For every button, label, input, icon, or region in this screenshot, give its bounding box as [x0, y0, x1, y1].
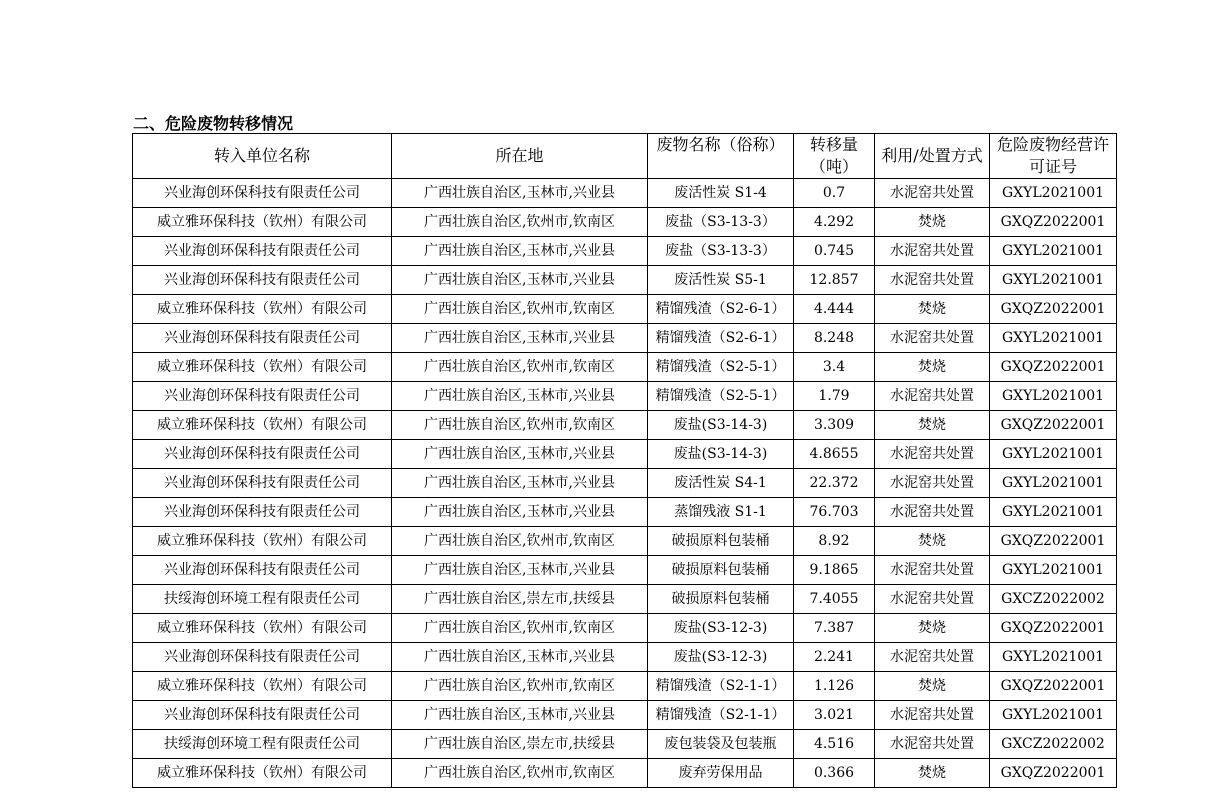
waste-transfer-table: [132, 133, 1117, 788]
quantity-cell: 1.79: [794, 382, 875, 411]
receiver-cell: 兴业海创环保科技有限责任公司: [133, 382, 392, 411]
table-row: [133, 237, 1117, 266]
license-number-cell: GXYL2021001: [990, 382, 1117, 411]
receiver-cell: 兴业海创环保科技有限责任公司: [133, 469, 392, 498]
location-cell: 广西壮族自治区,玉林市,兴业县: [392, 440, 648, 469]
receiver-cell: 威立雅环保科技（钦州）有限公司: [133, 527, 392, 556]
waste-name-cell: 精馏残渣（S2-1-1）: [648, 701, 794, 730]
waste-name-cell: 精馏残渣（S2-5-1）: [648, 353, 794, 382]
location-cell: 广西壮族自治区,钦州市,钦南区: [392, 353, 648, 382]
waste-name-cell: 破损原料包装桶: [648, 527, 794, 556]
quantity-cell: 7.387: [794, 614, 875, 643]
disposal-method-cell: 焚烧: [875, 353, 990, 382]
table-row: [133, 295, 1117, 324]
location-cell: 广西壮族自治区,钦州市,钦南区: [392, 295, 648, 324]
receiver-cell: 兴业海创环保科技有限责任公司: [133, 498, 392, 527]
location-cell: 广西壮族自治区,钦州市,钦南区: [392, 614, 648, 643]
receiver-cell: 兴业海创环保科技有限责任公司: [133, 643, 392, 672]
quantity-cell: 3.4: [794, 353, 875, 382]
receiver-cell: 威立雅环保科技（钦州）有限公司: [133, 353, 392, 382]
receiver-cell: 威立雅环保科技（钦州）有限公司: [133, 411, 392, 440]
location-cell: 广西壮族自治区,崇左市,扶绥县: [392, 730, 648, 759]
disposal-method-cell: 水泥窑共处置: [875, 382, 990, 411]
table-row: [133, 643, 1117, 672]
waste-name-cell: 精馏残渣（S2-6-1）: [648, 324, 794, 353]
receiver-cell: 威立雅环保科技（钦州）有限公司: [133, 208, 392, 237]
quantity-cell: 0.7: [794, 179, 875, 208]
table-row: [133, 759, 1117, 788]
quantity-cell: 8.92: [794, 527, 875, 556]
location-cell: 广西壮族自治区,崇左市,扶绥县: [392, 585, 648, 614]
location-cell: 广西壮族自治区,玉林市,兴业县: [392, 266, 648, 295]
table-header-row: [133, 134, 1117, 179]
table-row: [133, 672, 1117, 701]
receiver-cell: 兴业海创环保科技有限责任公司: [133, 701, 392, 730]
header-location: 所在地: [392, 134, 648, 179]
receiver-cell: 扶绥海创环境工程有限责任公司: [133, 730, 392, 759]
quantity-cell: 76.703: [794, 498, 875, 527]
license-number-cell: GXCZ2022002: [990, 730, 1117, 759]
license-number-cell: GXYL2021001: [990, 324, 1117, 353]
quantity-cell: 8.248: [794, 324, 875, 353]
receiver-cell: 兴业海创环保科技有限责任公司: [133, 556, 392, 585]
disposal-method-cell: 水泥窑共处置: [875, 440, 990, 469]
receiver-cell: 威立雅环保科技（钦州）有限公司: [133, 614, 392, 643]
receiver-cell: 兴业海创环保科技有限责任公司: [133, 440, 392, 469]
table-body: [133, 179, 1117, 788]
table-row: [133, 353, 1117, 382]
header-quantity: 转移量（吨）: [794, 134, 875, 179]
quantity-cell: 2.241: [794, 643, 875, 672]
receiver-cell: 兴业海创环保科技有限责任公司: [133, 179, 392, 208]
license-number-cell: GXQZ2022001: [990, 411, 1117, 440]
license-number-cell: GXCZ2022002: [990, 585, 1117, 614]
disposal-method-cell: 水泥窑共处置: [875, 266, 990, 295]
license-number-cell: GXYL2021001: [990, 266, 1117, 295]
waste-name-cell: 废活性炭 S4-1: [648, 469, 794, 498]
quantity-cell: 7.4055: [794, 585, 875, 614]
disposal-method-cell: 水泥窑共处置: [875, 585, 990, 614]
quantity-cell: 3.309: [794, 411, 875, 440]
license-number-cell: GXYL2021001: [990, 237, 1117, 266]
location-cell: 广西壮族自治区,钦州市,钦南区: [392, 759, 648, 788]
disposal-method-cell: 水泥窑共处置: [875, 237, 990, 266]
table-row: [133, 266, 1117, 295]
quantity-cell: 0.366: [794, 759, 875, 788]
header-receiver: 转入单位名称: [133, 134, 392, 179]
location-cell: 广西壮族自治区,玉林市,兴业县: [392, 382, 648, 411]
receiver-cell: 兴业海创环保科技有限责任公司: [133, 324, 392, 353]
waste-name-cell: 废盐(S3-14-3): [648, 440, 794, 469]
waste-name-cell: 废盐（S3-13-3）: [648, 237, 794, 266]
location-cell: 广西壮族自治区,玉林市,兴业县: [392, 643, 648, 672]
license-number-cell: GXQZ2022001: [990, 208, 1117, 237]
table-row: [133, 527, 1117, 556]
disposal-method-cell: 水泥窑共处置: [875, 730, 990, 759]
header-license-number: 危险废物经营许可证号: [990, 134, 1117, 179]
waste-name-cell: 蒸馏残液 S1-1: [648, 498, 794, 527]
license-number-cell: GXYL2021001: [990, 556, 1117, 585]
quantity-cell: 0.745: [794, 237, 875, 266]
license-number-cell: GXQZ2022001: [990, 614, 1117, 643]
table-row: [133, 179, 1117, 208]
waste-name-cell: 废活性炭 S5-1: [648, 266, 794, 295]
quantity-cell: 1.126: [794, 672, 875, 701]
license-number-cell: GXQZ2022001: [990, 759, 1117, 788]
disposal-method-cell: 焚烧: [875, 527, 990, 556]
quantity-cell: 22.372: [794, 469, 875, 498]
location-cell: 广西壮族自治区,玉林市,兴业县: [392, 498, 648, 527]
location-cell: 广西壮族自治区,玉林市,兴业县: [392, 237, 648, 266]
waste-name-cell: 废弃劳保用品: [648, 759, 794, 788]
table-row: [133, 469, 1117, 498]
location-cell: 广西壮族自治区,玉林市,兴业县: [392, 179, 648, 208]
table-row: [133, 411, 1117, 440]
disposal-method-cell: 水泥窑共处置: [875, 643, 990, 672]
table-row: [133, 730, 1117, 759]
receiver-cell: 扶绥海创环境工程有限责任公司: [133, 585, 392, 614]
location-cell: 广西壮族自治区,钦州市,钦南区: [392, 672, 648, 701]
table-row: [133, 498, 1117, 527]
license-number-cell: GXYL2021001: [990, 440, 1117, 469]
table-row: [133, 208, 1117, 237]
header-waste-name: 废物名称（俗称）: [648, 134, 794, 179]
waste-name-cell: 精馏残渣（S2-1-1）: [648, 672, 794, 701]
location-cell: 广西壮族自治区,钦州市,钦南区: [392, 411, 648, 440]
waste-name-cell: 废盐（S3-13-3）: [648, 208, 794, 237]
location-cell: 广西壮族自治区,玉林市,兴业县: [392, 701, 648, 730]
section-title: 二、危险废物转移情况: [133, 114, 294, 133]
location-cell: 广西壮族自治区,玉林市,兴业县: [392, 556, 648, 585]
quantity-cell: 3.021: [794, 701, 875, 730]
disposal-method-cell: 焚烧: [875, 208, 990, 237]
quantity-cell: 9.1865: [794, 556, 875, 585]
disposal-method-cell: 焚烧: [875, 672, 990, 701]
table-row: [133, 585, 1117, 614]
license-number-cell: GXQZ2022001: [990, 672, 1117, 701]
table-row: [133, 556, 1117, 585]
quantity-cell: 4.516: [794, 730, 875, 759]
location-cell: 广西壮族自治区,玉林市,兴业县: [392, 469, 648, 498]
table-row: [133, 324, 1117, 353]
receiver-cell: 兴业海创环保科技有限责任公司: [133, 266, 392, 295]
location-cell: 广西壮族自治区,钦州市,钦南区: [392, 208, 648, 237]
license-number-cell: GXYL2021001: [990, 643, 1117, 672]
receiver-cell: 威立雅环保科技（钦州）有限公司: [133, 672, 392, 701]
disposal-method-cell: 水泥窑共处置: [875, 324, 990, 353]
disposal-method-cell: 水泥窑共处置: [875, 701, 990, 730]
disposal-method-cell: 水泥窑共处置: [875, 556, 990, 585]
receiver-cell: 威立雅环保科技（钦州）有限公司: [133, 759, 392, 788]
disposal-method-cell: 焚烧: [875, 614, 990, 643]
header-disposal-method: 利用/处置方式: [875, 134, 990, 179]
waste-name-cell: 废盐(S3-12-3): [648, 614, 794, 643]
license-number-cell: GXQZ2022001: [990, 353, 1117, 382]
license-number-cell: GXYL2021001: [990, 498, 1117, 527]
quantity-cell: 4.444: [794, 295, 875, 324]
quantity-cell: 4.8655: [794, 440, 875, 469]
license-number-cell: GXQZ2022001: [990, 295, 1117, 324]
table-row: [133, 440, 1117, 469]
waste-name-cell: 废活性炭 S1-4: [648, 179, 794, 208]
table-row: [133, 382, 1117, 411]
waste-name-cell: 废盐(S3-14-3): [648, 411, 794, 440]
disposal-method-cell: 水泥窑共处置: [875, 179, 990, 208]
waste-name-cell: 废盐(S3-12-3): [648, 643, 794, 672]
disposal-method-cell: 焚烧: [875, 411, 990, 440]
waste-name-cell: 废包装袋及包装瓶: [648, 730, 794, 759]
license-number-cell: GXYL2021001: [990, 701, 1117, 730]
quantity-cell: 4.292: [794, 208, 875, 237]
disposal-method-cell: 焚烧: [875, 295, 990, 324]
license-number-cell: GXYL2021001: [990, 469, 1117, 498]
license-number-cell: GXQZ2022001: [990, 527, 1117, 556]
table-row: [133, 614, 1117, 643]
disposal-method-cell: 水泥窑共处置: [875, 498, 990, 527]
waste-name-cell: 精馏残渣（S2-6-1）: [648, 295, 794, 324]
receiver-cell: 兴业海创环保科技有限责任公司: [133, 237, 392, 266]
receiver-cell: 威立雅环保科技（钦州）有限公司: [133, 295, 392, 324]
waste-name-cell: 破损原料包装桶: [648, 585, 794, 614]
license-number-cell: GXYL2021001: [990, 179, 1117, 208]
waste-name-cell: 精馏残渣（S2-5-1）: [648, 382, 794, 411]
quantity-cell: 12.857: [794, 266, 875, 295]
disposal-method-cell: 水泥窑共处置: [875, 469, 990, 498]
location-cell: 广西壮族自治区,玉林市,兴业县: [392, 324, 648, 353]
disposal-method-cell: 焚烧: [875, 759, 990, 788]
location-cell: 广西壮族自治区,钦州市,钦南区: [392, 527, 648, 556]
table-row: [133, 701, 1117, 730]
waste-name-cell: 破损原料包装桶: [648, 556, 794, 585]
